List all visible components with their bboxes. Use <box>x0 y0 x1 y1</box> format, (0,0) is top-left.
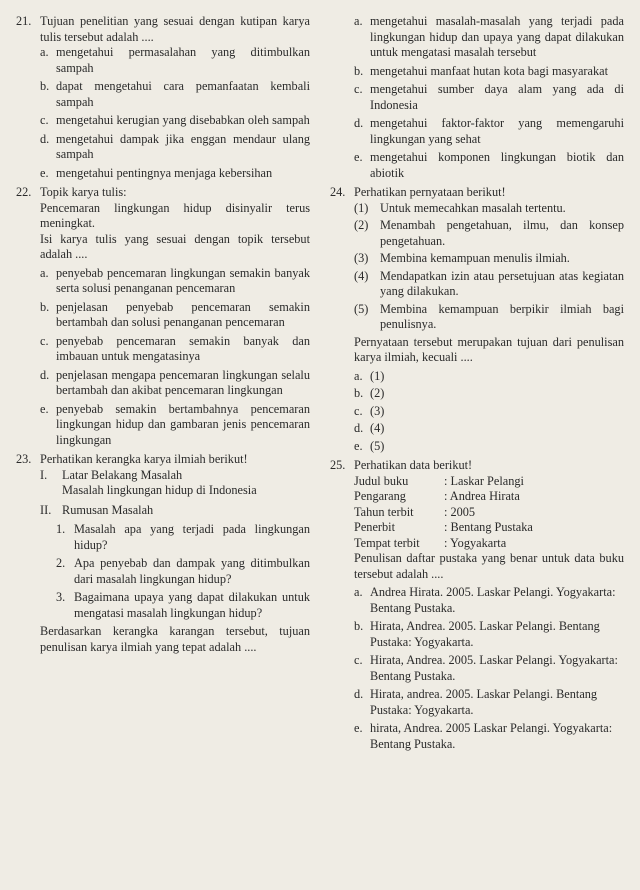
option-letter: c. <box>354 653 363 667</box>
option-e[interactable] <box>354 721 624 752</box>
section-body: Masalah lingkungan hidup di Indonesia <box>62 483 257 497</box>
statement-text: Menambah pengetahuan, ilmu, dan konsep pengetahuan. <box>380 218 624 248</box>
option-letter: b. <box>354 63 364 78</box>
question-22 <box>16 185 310 448</box>
option-c[interactable] <box>354 404 624 420</box>
option-text: penjelasan penyebab pencemaran semakin bertambah dan solusi penanganan pencemaran <box>56 299 310 329</box>
option-letter: c. <box>40 333 49 348</box>
question-ask: Isi karya tulis yang sesuai dengan topik tersebut adalah .... <box>40 231 310 261</box>
option-letter: a. <box>40 265 49 280</box>
options <box>40 45 310 181</box>
book-data-row <box>354 474 624 490</box>
option-c[interactable] <box>354 82 624 113</box>
option-letter: a. <box>354 585 363 599</box>
field-label: Penerbit <box>354 520 395 534</box>
option-a[interactable] <box>40 266 310 297</box>
question-ask: Berdasarkan kerangka karangan tersebut, tujuan penulisan karya ilmiah yang tepat adalah .... <box>40 624 310 654</box>
option-d[interactable] <box>354 116 624 147</box>
option-a[interactable] <box>354 14 624 61</box>
option-letter: b. <box>354 386 364 400</box>
statement-number: (5) <box>354 301 369 316</box>
item-text: Apa penyebab dan dampak yang ditimbulkan dari masalah lingkungan hidup? <box>74 556 310 586</box>
option-a[interactable] <box>40 45 310 76</box>
option-text: (2) <box>370 386 385 400</box>
option-letter: d. <box>354 421 364 435</box>
option-d[interactable] <box>354 687 624 718</box>
statement-text: Membina kemampuan menulis ilmiah. <box>380 251 570 265</box>
statement-text: Untuk memecahkan masalah tertentu. <box>380 200 566 215</box>
option-text: dapat mengetahui cara pemanfaatan kembali sampah <box>56 79 310 109</box>
question-number: 23. <box>16 452 32 466</box>
option-text: penyebab semakin bertambahnya pencemaran lingkungan hidup dan gambaran jenis pencemaran lingkungan <box>56 401 310 447</box>
statement-number: (4) <box>354 268 369 283</box>
statement-4 <box>354 269 624 300</box>
right-column <box>330 14 624 890</box>
question-21 <box>16 14 310 181</box>
item-text: Bagaimana upaya yang dapat dilakukan untuk mengatasi masalah lingkungan hidup? <box>74 590 310 620</box>
item-number: 3. <box>56 590 66 604</box>
option-e[interactable] <box>40 402 310 449</box>
option-letter: b. <box>354 619 364 633</box>
option-text: hirata, Andrea. 2005 Laskar Pelangi. Yogyakarta: Bentang Pustaka. <box>370 721 613 751</box>
option-text: Hirata, Andrea. 2005. Laskar Pelangi. Bentang Pustaka: Yogyakarta. <box>370 619 600 649</box>
statement-number: (2) <box>354 218 369 232</box>
section-title: Latar Belakang Masalah <box>62 467 183 482</box>
question-stem: Perhatikan data berikut! <box>354 458 473 472</box>
option-text: Hirata, andrea. 2005. Laskar Pelangi. Bentang Pustaka: Yogyakarta. <box>370 687 598 717</box>
question-number: 24. <box>330 185 346 199</box>
outline-item-3 <box>56 590 310 621</box>
option-c[interactable] <box>40 334 310 365</box>
option-letter: e. <box>354 721 363 735</box>
option-c[interactable] <box>40 113 310 129</box>
option-letter: e. <box>354 438 363 453</box>
question-24 <box>330 185 624 454</box>
option-letter: e. <box>40 165 49 180</box>
question-23 <box>16 452 310 655</box>
field-value: : Bentang Pustaka <box>444 520 533 534</box>
book-data-row <box>354 520 624 536</box>
option-d[interactable] <box>40 132 310 163</box>
option-e[interactable] <box>354 439 624 455</box>
question-23-options <box>330 14 624 181</box>
option-text: Andrea Hirata. 2005. Laskar Pelangi. Yogyakarta: Bentang Pustaka. <box>370 585 616 615</box>
question-ask: Penulisan daftar pustaka yang benar untuk data buku tersebut adalah .... <box>354 551 624 581</box>
field-label: Tahun terbit <box>354 504 414 519</box>
option-text: mengetahui faktor-faktor yang memengaruhi lingkungan yang sehat <box>370 116 624 146</box>
option-letter: c. <box>40 113 49 127</box>
book-data-row <box>354 489 624 505</box>
question-stem: Tujuan penelitian yang sesuai dengan kutipan karya tulis tersebut adalah .... <box>40 14 310 44</box>
option-text: mengetahui komponen lingkungan biotik dan abiotik <box>370 150 624 180</box>
topic-text: Pencemaran lingkungan hidup disinyalir terus meningkat. <box>40 200 310 230</box>
option-text: mengetahui dampak jika enggan mendaur ulang sampah <box>56 131 310 161</box>
book-data <box>354 474 624 552</box>
statement-number: (1) <box>354 200 369 215</box>
option-text: mengetahui manfaat hutan kota bagi masyarakat <box>370 63 608 78</box>
outline-section-2 <box>40 503 310 519</box>
statement-text: Mendapatkan izin atau persetujuan atas kegiatan yang dilakukan. <box>380 268 624 298</box>
option-text: mengetahui masalah-masalah yang terjadi pada lingkungan hidup dan upaya yang dapat dilakukan untuk mengatasi masalah tersebut <box>370 14 624 59</box>
question-stem: Perhatikan kerangka karya ilmiah berikut! <box>40 452 248 466</box>
option-text: (5) <box>370 438 385 453</box>
question-number: 21. <box>16 14 32 28</box>
field-value: : Andrea Hirata <box>444 489 520 503</box>
section-number: II. <box>40 502 52 517</box>
option-b[interactable] <box>354 64 624 80</box>
statement-1 <box>354 201 624 217</box>
field-value: : Laskar Pelangi <box>444 473 524 488</box>
option-e[interactable] <box>40 166 310 182</box>
question-25 <box>330 458 624 752</box>
option-d[interactable] <box>354 421 624 437</box>
statement-5 <box>354 302 624 333</box>
option-letter: b. <box>40 299 50 314</box>
option-letter: e. <box>40 401 49 416</box>
section-number: I. <box>40 467 48 482</box>
option-letter: c. <box>354 82 363 96</box>
field-value: : 2005 <box>444 504 476 519</box>
statement-text: Membina kemampuan berpikir ilmiah bagi penulisnya. <box>380 301 624 331</box>
outline-item-2 <box>56 556 310 587</box>
option-b[interactable] <box>354 386 624 402</box>
options <box>40 266 310 449</box>
option-a[interactable] <box>354 585 624 616</box>
option-b[interactable] <box>354 619 624 650</box>
option-letter: a. <box>354 14 363 28</box>
option-text: mengetahui sumber daya alam yang ada di Indonesia <box>370 82 624 112</box>
outline-section-1 <box>40 468 310 499</box>
field-label: Tempat terbit <box>354 535 420 550</box>
option-text: (4) <box>370 421 385 435</box>
option-letter: d. <box>40 367 50 382</box>
option-text: Hirata, Andrea. 2005. Laskar Pelangi. Yogyakarta: Bentang Pustaka. <box>370 653 618 683</box>
book-data-row <box>354 505 624 521</box>
field-value: : Yogyakarta <box>444 535 507 550</box>
option-text: mengetahui permasalahan yang ditimbulkan sampah <box>56 45 310 75</box>
item-text: Masalah apa yang terjadi pada lingkungan hidup? <box>74 522 310 552</box>
question-number: 25. <box>330 458 346 472</box>
option-letter: d. <box>354 687 364 701</box>
book-data-row <box>354 536 624 552</box>
item-number: 2. <box>56 556 66 570</box>
statement-number: (3) <box>354 251 369 265</box>
question-ask: Pernyataan tersebut merupakan tujuan dari penulisan karya ilmiah, kecuali .... <box>354 334 624 364</box>
outline-item-1 <box>56 522 310 553</box>
field-label: Pengarang <box>354 489 406 503</box>
question-number: 22. <box>16 185 32 199</box>
option-text: penjelasan mengapa pencemaran lingkungan selalu bertambah dan akibat pencemaran lingkungan <box>56 367 310 397</box>
question-stem: Topik karya tulis: <box>40 185 127 199</box>
statement-3 <box>354 251 624 267</box>
option-letter: a. <box>40 45 49 59</box>
options <box>354 14 624 181</box>
option-b[interactable] <box>40 300 310 331</box>
option-text: penyebab pencemaran semakin banyak dan imbauan untuk mengatasinya <box>56 333 310 363</box>
option-d[interactable] <box>40 368 310 399</box>
option-letter: d. <box>40 131 50 146</box>
option-text: (3) <box>370 403 385 418</box>
option-letter: e. <box>354 150 363 164</box>
option-e[interactable] <box>354 150 624 181</box>
item-number: 1. <box>56 522 66 536</box>
section-title: Rumusan Masalah <box>62 502 154 517</box>
option-text: (1) <box>370 368 385 383</box>
option-text: penyebab pencemaran lingkungan semakin banyak serta solusi penanganan pencemaran <box>56 265 310 295</box>
options <box>354 585 624 752</box>
option-a[interactable] <box>354 369 624 385</box>
option-letter: b. <box>40 79 50 93</box>
option-b[interactable] <box>40 79 310 110</box>
question-stem: Perhatikan pernyataan berikut! <box>354 185 506 199</box>
option-text: mengetahui kerugian yang disebabkan oleh sampah <box>56 113 310 127</box>
statement-2 <box>354 218 624 249</box>
field-label: Judul buku <box>354 473 409 488</box>
option-letter: a. <box>354 368 363 383</box>
option-letter: c. <box>354 403 363 418</box>
left-column <box>16 14 310 890</box>
options <box>354 369 624 455</box>
option-letter: d. <box>354 116 364 130</box>
option-text: mengetahui pentingnya menjaga kebersihan <box>56 165 273 180</box>
option-c[interactable] <box>354 653 624 684</box>
